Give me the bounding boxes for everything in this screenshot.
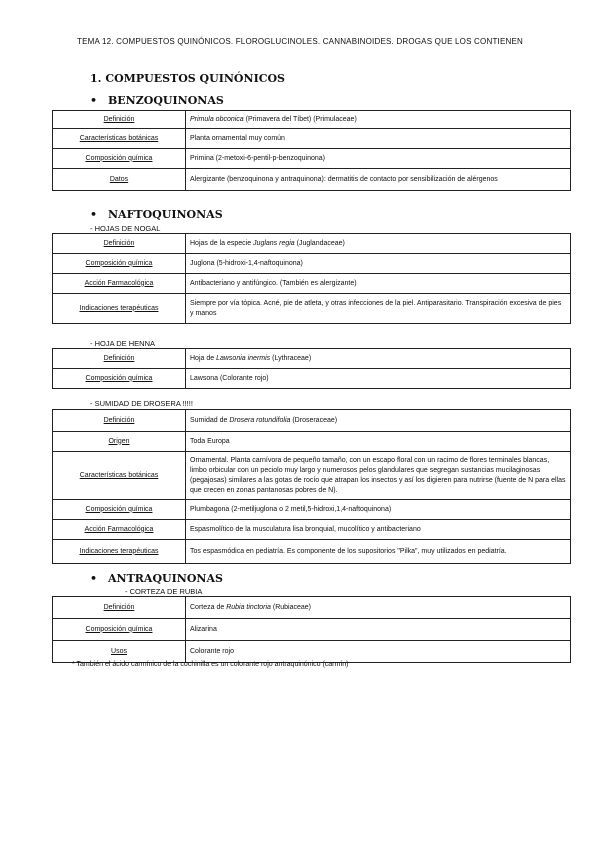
row-value [186, 641, 571, 663]
table-row [53, 349, 571, 369]
row-value [186, 410, 571, 432]
row-label: Acción Farmacológica [53, 274, 186, 294]
table-row [53, 254, 571, 274]
row-value [186, 452, 571, 500]
heading-benzoquinonas [90, 94, 224, 107]
row-label: Composición química [53, 369, 186, 389]
table-row [53, 274, 571, 294]
heading-antraquinonas [90, 572, 223, 585]
table-rubia [52, 596, 571, 663]
row-label: Definición [53, 597, 186, 619]
row-label: Composición química [53, 254, 186, 274]
species-name: Juglans regia [253, 239, 295, 247]
value-text: Antibacteriano y antifúngico. (También es alergizante) [190, 279, 357, 287]
section-title: 1. COMPUESTOS QUINÓNICOS [90, 72, 285, 85]
row-value [186, 111, 571, 129]
species-name: Primula obconica [190, 115, 244, 123]
row-value [186, 129, 571, 149]
value-text: Alergizante (benzoquinona y antraquinona): dermatitis de contacto por sensibilización de alérgenos [190, 175, 498, 183]
table-row [53, 234, 571, 254]
table-row [53, 641, 571, 663]
table-row [53, 169, 571, 191]
row-label: Características botánicas [53, 129, 186, 149]
table-row [53, 369, 571, 389]
value-text-suffix: (Juglandaceae) [294, 239, 345, 247]
heading-text: NAFTOQUINONAS [108, 208, 223, 221]
row-value [186, 149, 571, 169]
row-value [186, 597, 571, 619]
row-label: Datos [53, 169, 186, 191]
row-label: Composición química [53, 149, 186, 169]
row-value [186, 520, 571, 540]
value-text: Primina (2-metoxi-6-pentil-p-benzoquinona) [190, 154, 326, 162]
row-label: Definición [53, 234, 186, 254]
row-value [186, 234, 571, 254]
row-label: Indicaciones terapéuticas [53, 294, 186, 324]
table-row [53, 500, 571, 520]
table-row [53, 129, 571, 149]
row-label: Composición química [53, 500, 186, 520]
table-nogal [52, 233, 571, 324]
table-benzoquinonas [52, 110, 571, 191]
bullet-icon: • [90, 572, 98, 585]
bullet-icon: • [90, 94, 98, 107]
table-row [53, 149, 571, 169]
row-label: Definición [53, 410, 186, 432]
value-text-suffix: (Rubiaceae) [270, 603, 312, 611]
row-label: Acción Farmacológica [53, 520, 186, 540]
value-text-suffix: (Primavera del Tíbet) (Primulaceae) [243, 115, 357, 123]
subheading-nogal: - HOJAS DE NOGAL [90, 224, 161, 233]
value-text-suffix: (Droseraceae) [290, 416, 338, 424]
value-text: Tos espasmódica en pediatría. Es componente de los supositorios "Pilka", muy utilizados en pediatría. [190, 547, 507, 555]
value-text: Lawsona (Colorante rojo) [190, 374, 269, 382]
table-henna [52, 348, 571, 389]
page-header: TEMA 12. COMPUESTOS QUINÓNICOS. FLOROGLUCINOLES. CANNABINOIDES. DROGAS QUE LOS CONTIENEN [77, 37, 523, 46]
table-row [53, 410, 571, 432]
row-value [186, 500, 571, 520]
value-text: Espasmolítico de la musculatura lisa bronquial, mucolítico y antibacteriano [190, 525, 421, 533]
subheading-rubia: - CORTEZA DE RUBIA [125, 587, 203, 596]
table-row [53, 540, 571, 564]
value-text: Hoja de [190, 354, 217, 362]
row-value [186, 432, 571, 452]
row-label: Composición química [53, 619, 186, 641]
value-text: Plumbagona (2-metiljuglona o 2 metil,5-hidroxi,1,4-naftoquinona) [190, 505, 392, 513]
row-label: Definición [53, 349, 186, 369]
row-label: Definición [53, 111, 186, 129]
subheading-drosera: - SUMIDAD DE DROSERA !!!!! [90, 399, 193, 408]
table-row [53, 432, 571, 452]
heading-text: BENZOQUINONAS [108, 94, 224, 107]
row-label: Características botánicas [53, 452, 186, 500]
table-drosera [52, 409, 571, 564]
species-name: Drosera rotundifolia [229, 416, 291, 424]
species-name: Rubia tinctoria [226, 603, 271, 611]
value-text: Sumidad de [190, 416, 230, 424]
row-value [186, 619, 571, 641]
value-text: Colorante rojo [190, 647, 234, 655]
row-value [186, 540, 571, 564]
heading-naftoquinonas [90, 208, 223, 221]
table-row [53, 294, 571, 324]
row-value [186, 274, 571, 294]
heading-text: ANTRAQUINONAS [108, 572, 223, 585]
row-label: Usos [53, 641, 186, 663]
row-label: Indicaciones terapéuticas [53, 540, 186, 564]
value-text: Ornamental. Planta carnívora de pequeño tamaño, con un escapo floral con un racimo de flores terminales blancas, limbo orbicular con un peciolo muy largo y numerosos pelos glandulares que segregan sustancias mucilaginosas (pegajosas) similares a las gotas de rocío que atrapan los insectos y así los digieren para nutrirse (fuente de N para ellas que crecen en zonas pantanosas pobres de N). [190, 456, 566, 494]
value-text: Planta ornamental muy común [190, 134, 285, 142]
table-row [53, 111, 571, 129]
row-value [186, 369, 571, 389]
value-text: Alizarina [190, 625, 217, 633]
table-row [53, 597, 571, 619]
footnote: * También el ácido carmínico de la cochinilla es un colorante rojo antraquinónico (carmín) [72, 661, 349, 668]
value-text: Juglona (5-hidroxi-1,4-naftoquinona) [190, 259, 303, 267]
value-text: Toda Europa [190, 437, 230, 445]
row-label: Origen [53, 432, 186, 452]
row-value [186, 294, 571, 324]
value-text: Hojas de la especie [190, 239, 254, 247]
subheading-henna: - HOJA DE HENNA [90, 339, 156, 348]
species-name: Lawsonia inermis [216, 354, 271, 362]
value-text: Siempre por vía tópica. Acné, pie de atleta, y otras infecciones de la piel. Antiparasitario. Transpiración excesiva de pies y manos [190, 299, 562, 317]
table-row [53, 520, 571, 540]
row-value [186, 169, 571, 191]
value-text-suffix: (Lythraceae) [270, 354, 312, 362]
table-row [53, 452, 571, 500]
row-value [186, 349, 571, 369]
table-row [53, 619, 571, 641]
value-text: Corteza de [190, 603, 227, 611]
bullet-icon: • [90, 208, 98, 221]
row-value [186, 254, 571, 274]
